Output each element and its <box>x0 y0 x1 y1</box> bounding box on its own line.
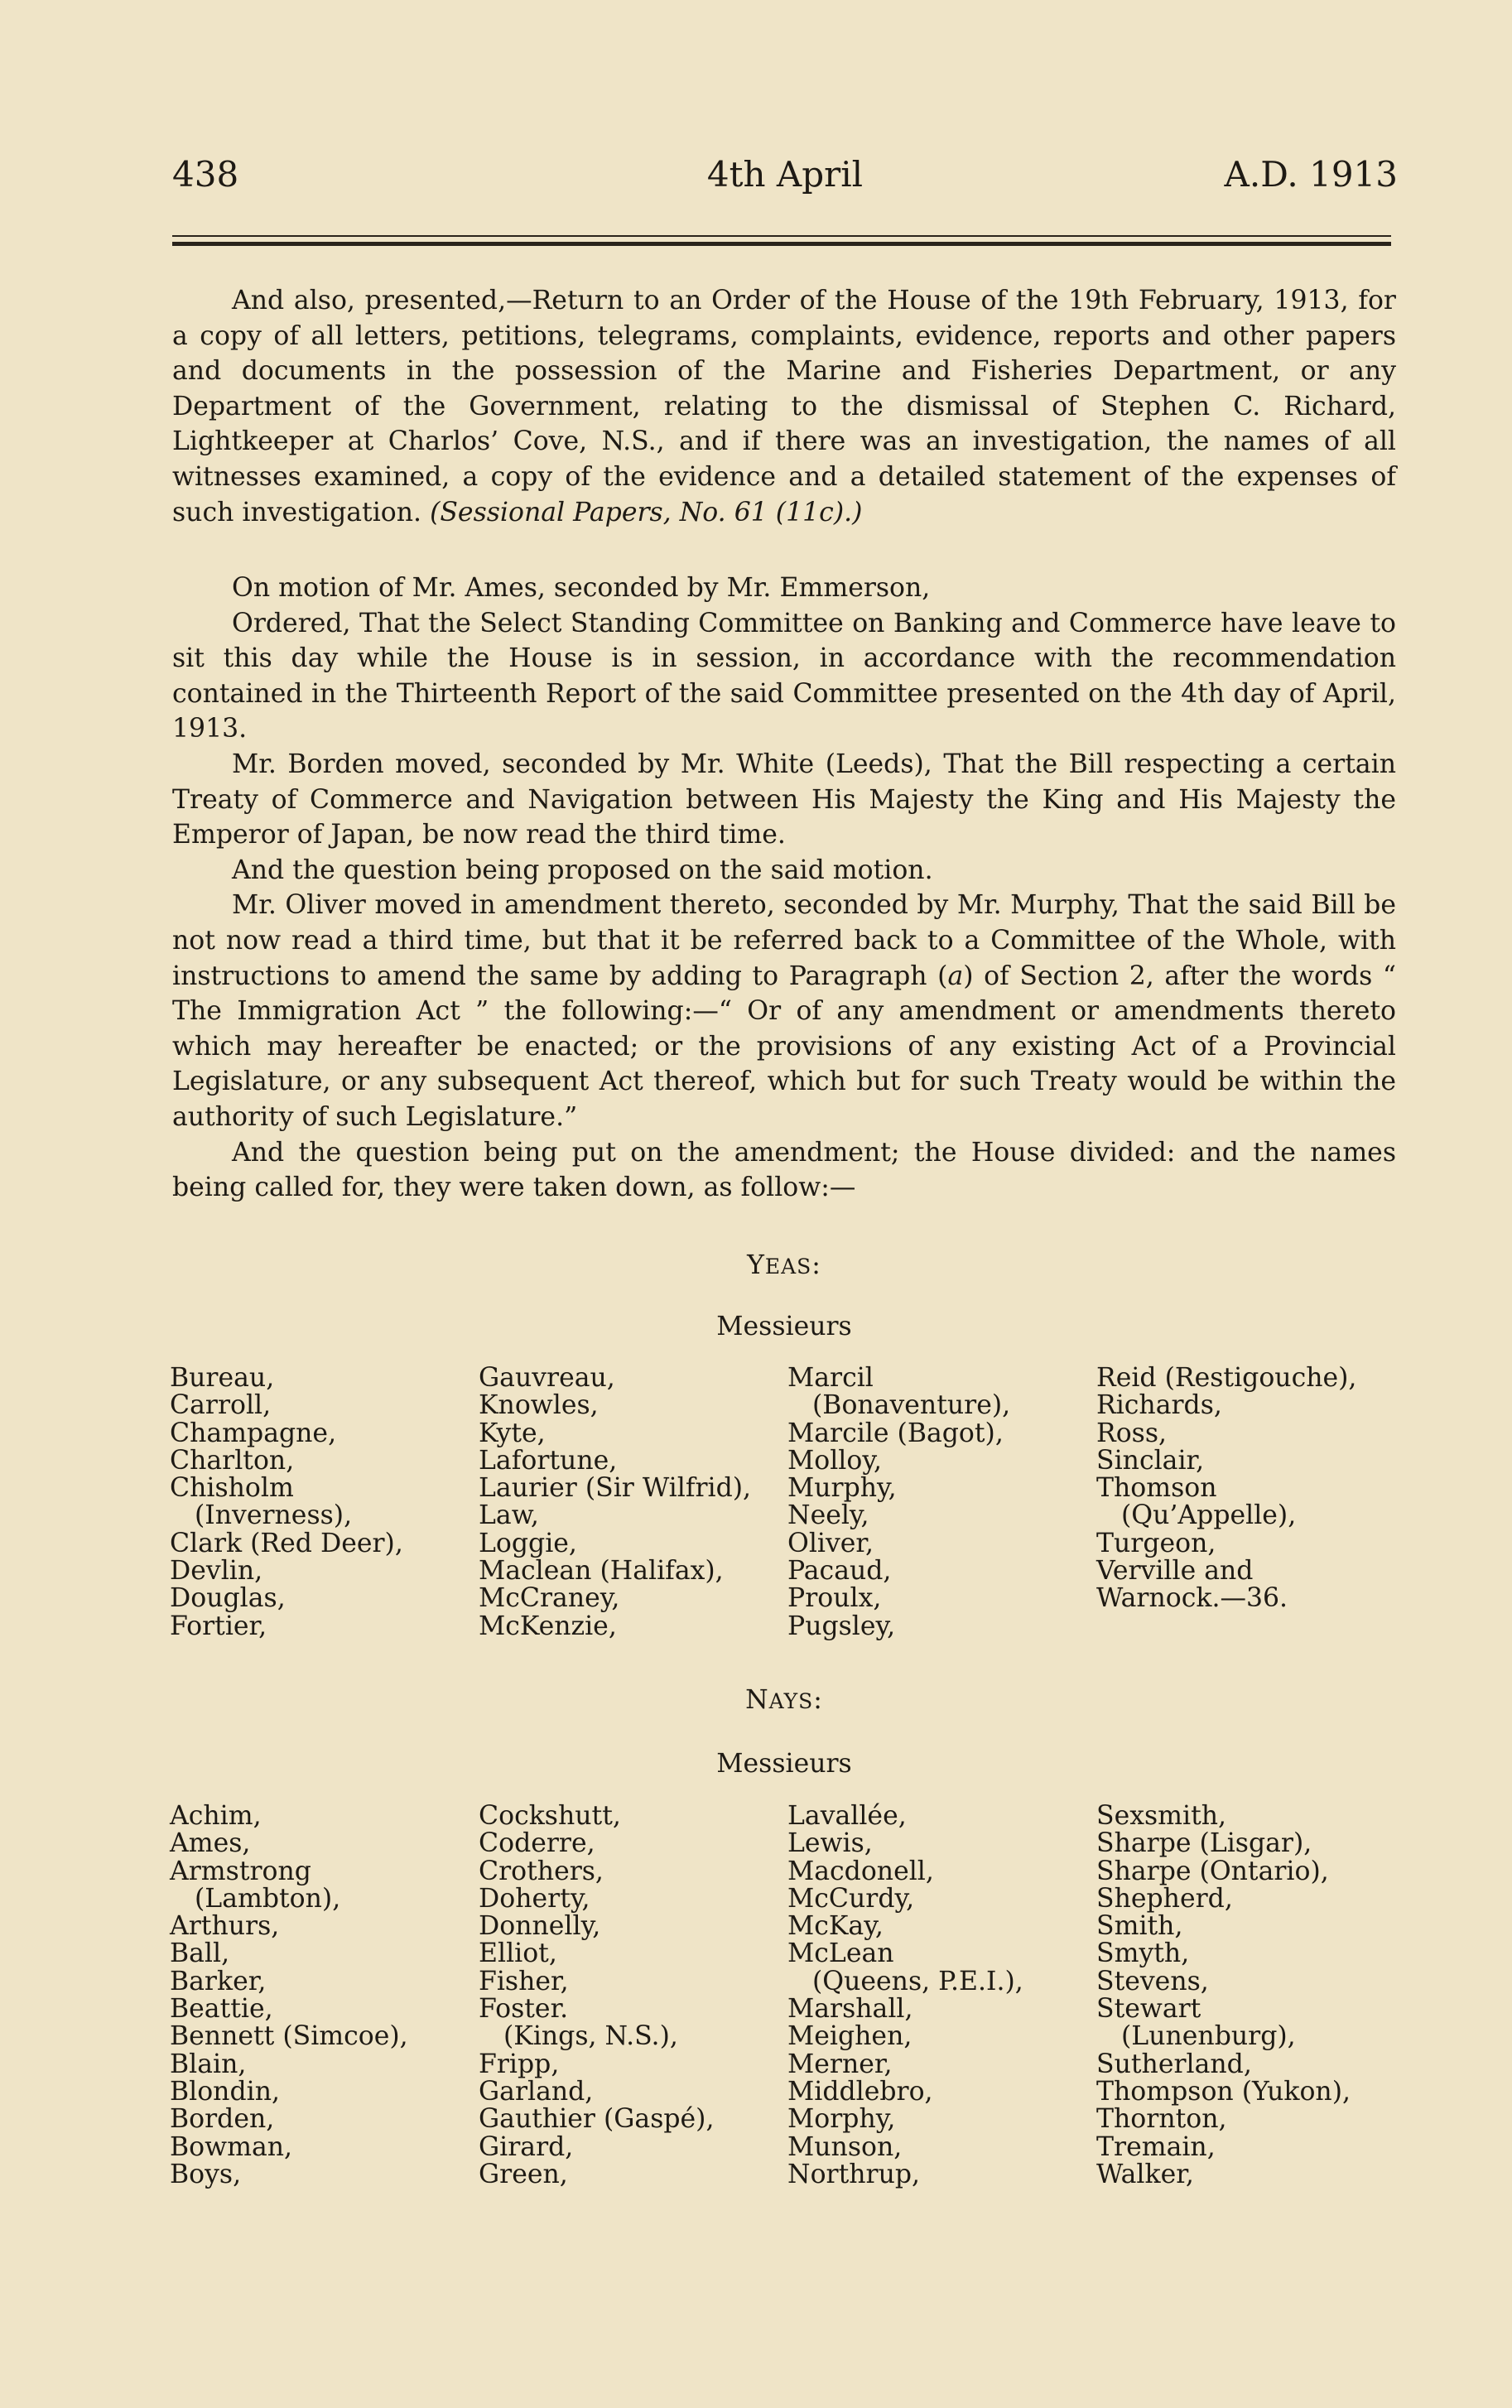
member-name: Warnock.—36. <box>1096 1583 1288 1614</box>
member-name: Turgeon, <box>1096 1528 1216 1558</box>
member-name: Lavallée, <box>787 1801 907 1831</box>
member-name: Thornton, <box>1096 2104 1227 2135</box>
member-name: Reid (Restigouche), <box>1096 1363 1357 1393</box>
member-name: Cockshutt, <box>479 1801 621 1831</box>
member-name: Verville and <box>1096 1556 1254 1587</box>
motion-borden: Mr. Borden moved, seconded by Mr. White (Leeds), That the Bill respecting a certain Treaty of Commerce and Navigation between His Majesty the King and His Majesty the Emperor of Japan, be now read the third time. <box>172 749 1396 850</box>
nays-column-1 <box>170 1803 484 2189</box>
yeas-column-4 <box>1096 1365 1411 1613</box>
member-name: Neely, <box>787 1500 869 1531</box>
member-name: (Lunenburg), <box>1121 2021 1296 2052</box>
member-name: Green, <box>479 2159 568 2189</box>
yeas-column-2 <box>479 1365 793 1640</box>
member-name: Ross, <box>1096 1418 1168 1448</box>
member-name: Molloy, <box>787 1445 882 1476</box>
member-name: Lewis, <box>787 1828 873 1859</box>
member-name: Clark (Red Deer), <box>170 1528 403 1558</box>
member-name: (Bonaventure), <box>812 1390 1011 1421</box>
yeas-heading: YEAS: <box>747 1250 821 1280</box>
member-name: Elliot, <box>479 1938 557 1969</box>
nays-column-2 <box>479 1803 793 2189</box>
member-name: Ames, <box>170 1828 251 1859</box>
member-name: Devlin, <box>170 1556 263 1587</box>
member-name: Tremain, <box>1096 2131 1216 2162</box>
member-name: Lafortune, <box>479 1445 618 1476</box>
member-name: Fisher, <box>479 1966 569 1996</box>
header-rule-thin <box>172 235 1391 237</box>
member-name: Crothers, <box>479 1856 604 1886</box>
return-text: And also, presented,—Return to an Order of the House of the 19th February, 1913, for a copy of all letters, petitions, telegrams, complaints, evidence, reports and other papers and documents in the possession of the Marine and Fisheries Department, or any Department of the Government, relating to the dismissal of Stephen C. Richard, Lightkeeper at Charlos’ Cove, N.S., and if there was an investigation, the names of all witnesses examined, a copy of the evidence and a detailed statement of the expenses of such investigation. <box>172 286 1396 527</box>
return-paragraph <box>172 283 1396 530</box>
member-name: Merner, <box>787 2049 893 2079</box>
member-name: McKenzie, <box>479 1611 617 1641</box>
member-name: Borden, <box>170 2104 275 2135</box>
member-name: Loggie, <box>479 1528 577 1558</box>
nays-column-3 <box>787 1803 1102 2189</box>
member-name: (Kings, N.S.), <box>503 2021 678 2052</box>
member-name: Kyte, <box>479 1418 546 1448</box>
member-name: Macdonell, <box>787 1856 934 1886</box>
member-name: (Lambton), <box>195 1883 341 1914</box>
member-name: Blondin, <box>170 2076 281 2107</box>
member-name: Bureau, <box>170 1363 275 1393</box>
member-name: Garland, <box>479 2076 594 2107</box>
member-name: Charlton, <box>170 1445 295 1476</box>
question-proposed: And the question being proposed on the said motion. <box>232 855 933 885</box>
member-name: Meighen, <box>787 2021 912 2052</box>
nays-heading: NAYS: <box>745 1685 823 1715</box>
member-name: McCurdy, <box>787 1883 915 1914</box>
header-year: A.D. 1913 <box>1224 154 1398 195</box>
member-name: McKay, <box>787 1911 884 1942</box>
member-name: Morphy, <box>787 2104 896 2135</box>
member-name: Bennett (Simcoe), <box>170 2021 408 2052</box>
member-name: McCraney, <box>479 1583 620 1614</box>
member-name: Smyth, <box>1096 1938 1190 1969</box>
member-name: Sharpe (Ontario), <box>1096 1856 1329 1886</box>
motion-block <box>172 571 1396 1206</box>
yeas-column-3 <box>787 1365 1102 1640</box>
member-name: Thomson <box>1096 1473 1217 1504</box>
member-name: Foster. <box>479 1994 569 2025</box>
member-name: Boys, <box>170 2159 242 2189</box>
amendment-oliver: Mr. Oliver moved in amendment thereto, seconded by Mr. Murphy, That the said Bill be not now read a third time, but that it be referred back to a Committee of the Whole, with instructions to amend the same by adding to Paragraph (a) of Section 2, after the words “ The Immigration Act ” the following:—“ Or of any amendment or amendments thereto which may hereafter be enacted; or the provisions of any existing Act of a Provincial Legislature, or any subsequent Act thereof, which but for such Treaty would be within the authority of such Legislature.” <box>172 890 1396 1132</box>
member-name: Blain, <box>170 2049 247 2079</box>
page-header <box>172 154 1398 204</box>
member-name: Oliver, <box>787 1528 874 1558</box>
member-name: Pacaud, <box>787 1556 892 1587</box>
member-name: Marshall, <box>787 1994 913 2025</box>
member-name: Marcile (Bagot), <box>787 1418 1004 1448</box>
member-name: Northrup, <box>787 2159 921 2189</box>
member-name: Sharpe (Lisgar), <box>1096 1828 1312 1859</box>
member-name: Beattie, <box>170 1994 273 2025</box>
member-name: Maclean (Halifax), <box>479 1556 724 1587</box>
member-name: Ball, <box>170 1938 230 1969</box>
member-name: Gauthier (Gaspé), <box>479 2104 715 2135</box>
member-name: Achim, <box>170 1801 262 1831</box>
member-name: Sutherland, <box>1096 2049 1252 2079</box>
sessional-papers-citation: (Sessional Papers, No. 61 (11c).) <box>430 497 863 527</box>
member-name: Stevens, <box>1096 1966 1209 1996</box>
member-name: Carroll, <box>170 1390 272 1421</box>
member-name: (Inverness), <box>195 1500 353 1531</box>
nays-column-4 <box>1096 1803 1411 2189</box>
yeas-messieurs: Messieurs <box>716 1312 852 1341</box>
page-number: 438 <box>172 154 239 195</box>
member-name: Coderre, <box>479 1828 595 1859</box>
order-committee: Ordered, That the Select Standing Committee on Banking and Commerce have leave to sit this day while the House is in session, in accordance with the recommendation contained in the Thirteenth Report of the said Committee presented on the 4th day of April, 1913. <box>172 608 1396 744</box>
member-name: Girard, <box>479 2131 574 2162</box>
member-name: McLean <box>787 1938 894 1969</box>
member-name: Chisholm <box>170 1473 294 1504</box>
member-name: (Queens, P.E.I.), <box>812 1966 1023 1996</box>
member-name: Sexsmith, <box>1096 1801 1227 1831</box>
member-name: Pugsley, <box>787 1611 896 1641</box>
member-name: Gauvreau, <box>479 1363 615 1393</box>
motion-ames: On motion of Mr. Ames, seconded by Mr. Emmerson, <box>232 573 931 603</box>
member-name: Richards, <box>1096 1390 1222 1421</box>
yeas-column-1 <box>170 1365 484 1640</box>
member-name: Donnelly, <box>479 1911 601 1942</box>
member-name: Douglas, <box>170 1583 286 1614</box>
member-name: Doherty, <box>479 1883 590 1914</box>
member-name: Murphy, <box>787 1473 897 1504</box>
member-name: Sinclair, <box>1096 1445 1205 1476</box>
member-name: Armstrong <box>170 1856 311 1886</box>
member-name: Stewart <box>1096 1994 1201 2025</box>
member-name: Smith, <box>1096 1911 1183 1942</box>
member-name: Arthurs, <box>170 1911 280 1942</box>
member-name: Middlebro, <box>787 2076 933 2107</box>
member-name: Marcil <box>787 1363 874 1393</box>
member-name: Knowles, <box>479 1390 599 1421</box>
member-name: Walker, <box>1096 2159 1194 2189</box>
member-name: Shepherd, <box>1096 1883 1233 1914</box>
member-name: Fripp, <box>479 2049 560 2079</box>
header-rule-thick <box>172 242 1391 246</box>
member-name: Champagne, <box>170 1418 337 1448</box>
member-name: Barker, <box>170 1966 267 1996</box>
member-name: Munson, <box>787 2131 903 2162</box>
member-name: Thompson (Yukon), <box>1096 2076 1351 2107</box>
header-date: 4th April <box>706 154 864 195</box>
nays-messieurs: Messieurs <box>716 1749 852 1779</box>
member-name: Bowman, <box>170 2131 293 2162</box>
member-name: Fortier, <box>170 1611 267 1641</box>
member-name: Proulx, <box>787 1583 882 1614</box>
member-name: (Qu’Appelle), <box>1121 1500 1297 1531</box>
member-name: Laurier (Sir Wilfrid), <box>479 1473 752 1504</box>
division-statement: And the question being put on the amendment; the House divided: and the names being called for, they were taken down, as follow:— <box>172 1137 1396 1203</box>
member-name: Law, <box>479 1500 539 1531</box>
